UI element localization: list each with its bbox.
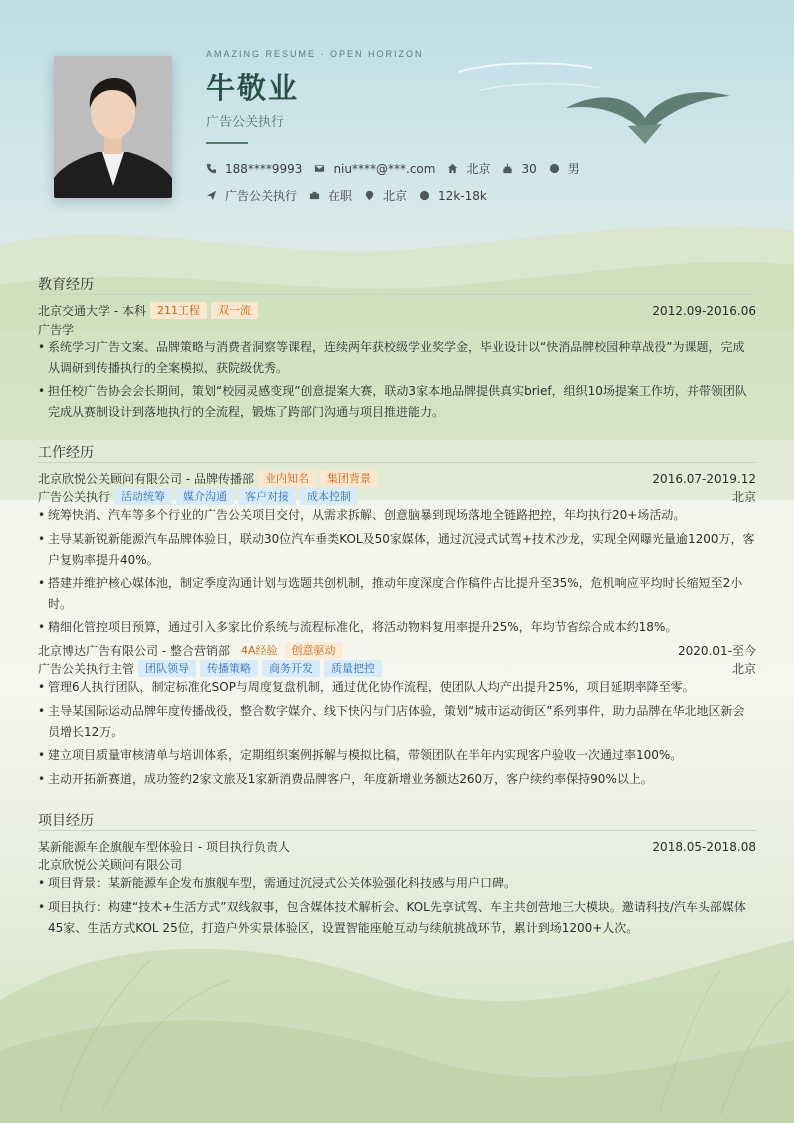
project-name: 某新能源车企旗舰车型体验日 - 项目执行负责人: [38, 840, 290, 854]
education-major: 广告学: [38, 323, 75, 337]
skill-tag: 传播策略: [200, 660, 258, 677]
job-tag: 4A经验: [240, 644, 278, 657]
education-row: [38, 302, 756, 319]
intent-city-text: 北京: [383, 189, 408, 203]
project-row: [38, 838, 756, 855]
intent-role-item: [206, 187, 297, 204]
contact-info-row: [206, 160, 592, 177]
job-date: 2016.07-2019.12: [652, 471, 756, 486]
phone-item: [206, 162, 302, 176]
phone-icon: [206, 163, 217, 174]
skill-tag: 团队领导: [138, 660, 196, 677]
job-tag: 创意驱动: [285, 642, 343, 659]
job-company: 北京欣悦公关顾问有限公司 - 品牌传播部: [38, 472, 254, 486]
job-bullet: • 管理6人执行团队，制定标准化SOP与周度复盘机制，通过优化协作流程，使团队人均产出提升25%，项目延期率降至零。: [38, 677, 756, 698]
gender-text: 男: [567, 162, 580, 176]
job-intent-row: [206, 187, 499, 204]
job-date: 2020.01-至今: [678, 644, 756, 658]
status-item: [309, 187, 352, 204]
hometown-text: 北京: [466, 162, 491, 176]
candidate-role: 广告公关执行: [206, 115, 285, 130]
job-bullet: • 统筹快消、汽车等多个行业的广告公关项目交付，从需求拆解、创意脑暴到现场落地全链路把控，年均执行20+场活动。: [38, 505, 756, 526]
job-position-row: [38, 660, 756, 677]
cake-icon: [502, 163, 513, 174]
job-row: [38, 470, 756, 487]
tagline: AMAZING RESUME · OPEN HORIZON: [206, 49, 424, 59]
job-bullet: • 精细化管控项目预算，通过引入多家比价系统与流程标准化，将活动物料复用率提升25%，年均节省综合成本约18%。: [38, 617, 756, 638]
email-item: [314, 162, 435, 176]
job-tag: 业内知名: [258, 470, 316, 487]
education-bullet: • 系统学习广告文案、品牌策略与消费者洞察等课程，连续两年获校级学业奖学金，毕业设计以“快消品牌校园种草战役”为课题，完成从调研到传播执行的全案模拟，获院级优秀。: [38, 337, 756, 379]
skill-tag: 商务开发: [262, 660, 320, 677]
job-city: 北京: [731, 490, 756, 504]
project-date: 2018.05-2018.08: [652, 839, 756, 854]
email-text: niu****@***.com: [333, 161, 436, 176]
job-city: 北京: [731, 662, 756, 676]
avatar: [54, 56, 172, 198]
intent-role-text: 广告公关执行: [225, 189, 298, 203]
header-divider: [206, 142, 248, 144]
project-bullet: • 项目背景：某新能源车企发布旗舰车型，需通过沉浸式公关体验强化科技感与用户口碑。: [38, 873, 756, 894]
job-bullet: • 主动开拓新赛道，成功签约2家文旅及1家新消费品牌客户，年度新增业务额达260万，客户续约率保持90%以上。: [38, 769, 756, 790]
salary-text: 12k-18k: [438, 188, 487, 203]
job-bullet: • 主导某国际运动品牌年度传播战役，整合数字媒介、线下快闪与门店体验，策划“城市运动街区”系列事件，助力品牌在华北地区新会员增长12万。: [38, 701, 756, 743]
skill-tag: 活动统筹: [114, 488, 172, 505]
candidate-name: 牛敬业: [206, 71, 300, 105]
job-company: 北京博达广告有限公司 - 整合营销部: [38, 644, 230, 658]
education-section-title: 教育经历: [38, 277, 94, 293]
salary-icon: [419, 190, 430, 201]
job-tag: 集团背景: [320, 470, 378, 487]
age-item: [502, 162, 536, 176]
education-divider: [38, 294, 756, 295]
skill-tag: 质量把控: [324, 660, 382, 677]
job-position: 广告公关执行主管: [38, 662, 135, 676]
skill-tag: 媒介沟通: [176, 488, 234, 505]
home-icon: [447, 163, 458, 174]
job-position: 广告公关执行: [38, 490, 111, 504]
project-section-title: 项目经历: [38, 813, 94, 829]
salary-item: [419, 189, 487, 203]
mail-icon: [314, 163, 325, 174]
job-bullet: • 搭建并维护核心媒体池，制定季度沟通计划与选题共创机制，推动年度深度合作稿件占比提升至35%，危机响应平均时长缩短至2小时。: [38, 573, 756, 615]
send-icon: [206, 190, 217, 201]
education-tag: 双一流: [211, 302, 258, 319]
home-item: [447, 160, 490, 177]
skill-tag: 成本控制: [300, 488, 358, 505]
education-date: 2012.09-2016.06: [652, 303, 756, 318]
project-company: 北京欣悦公关顾问有限公司: [38, 858, 183, 872]
gender-item: [549, 160, 580, 177]
school-name: 北京交通大学 - 本科: [38, 304, 146, 318]
location-icon: [364, 190, 375, 201]
job-position-row: [38, 488, 756, 505]
work-divider: [38, 462, 756, 463]
age-text: 30: [521, 161, 537, 176]
status-text: 在职: [328, 189, 353, 203]
gender-icon: [549, 163, 560, 174]
project-bullet: • 项目执行：构建“技术+生活方式”双线叙事，包含媒体技术解析会、KOL先享试驾、车主共创营地三大模块。邀请科技/汽车头部媒体45家、生活方式KOL 25位，打造户外实景体验区，设置智能座舱互动与续航挑战环节，累计到场1200+人次。: [38, 897, 756, 939]
intent-city-item: [364, 187, 407, 204]
phone-text: 188****9993: [225, 161, 303, 176]
job-bullet: • 主导某新锐新能源汽车品牌体验日，联动30位汽车垂类KOL及50家媒体，通过沉浸式试驾+技术沙龙，实现全网曝光量逾1200万，客户复购率提升40%。: [38, 529, 756, 571]
job-row: [38, 642, 756, 659]
job-bullet: • 建立项目质量审核清单与培训体系，定期组织案例拆解与模拟比稿，带领团队在半年内实现客户验收一次通过率100%。: [38, 745, 756, 766]
skill-tag: 客户对接: [238, 488, 296, 505]
education-bullet: • 担任校广告协会会长期间，策划“校园灵感变现”创意提案大赛，联动3家本地品牌提供真实brief，组织10场提案工作坊，并带领团队完成从赛制设计到落地执行的全流程，锻炼了跨部门沟通与项目推进能力。: [38, 381, 756, 423]
work-section-title: 工作经历: [38, 445, 94, 461]
project-divider: [38, 830, 756, 831]
status-icon: [309, 190, 320, 201]
education-tag: 211工程: [150, 302, 207, 319]
